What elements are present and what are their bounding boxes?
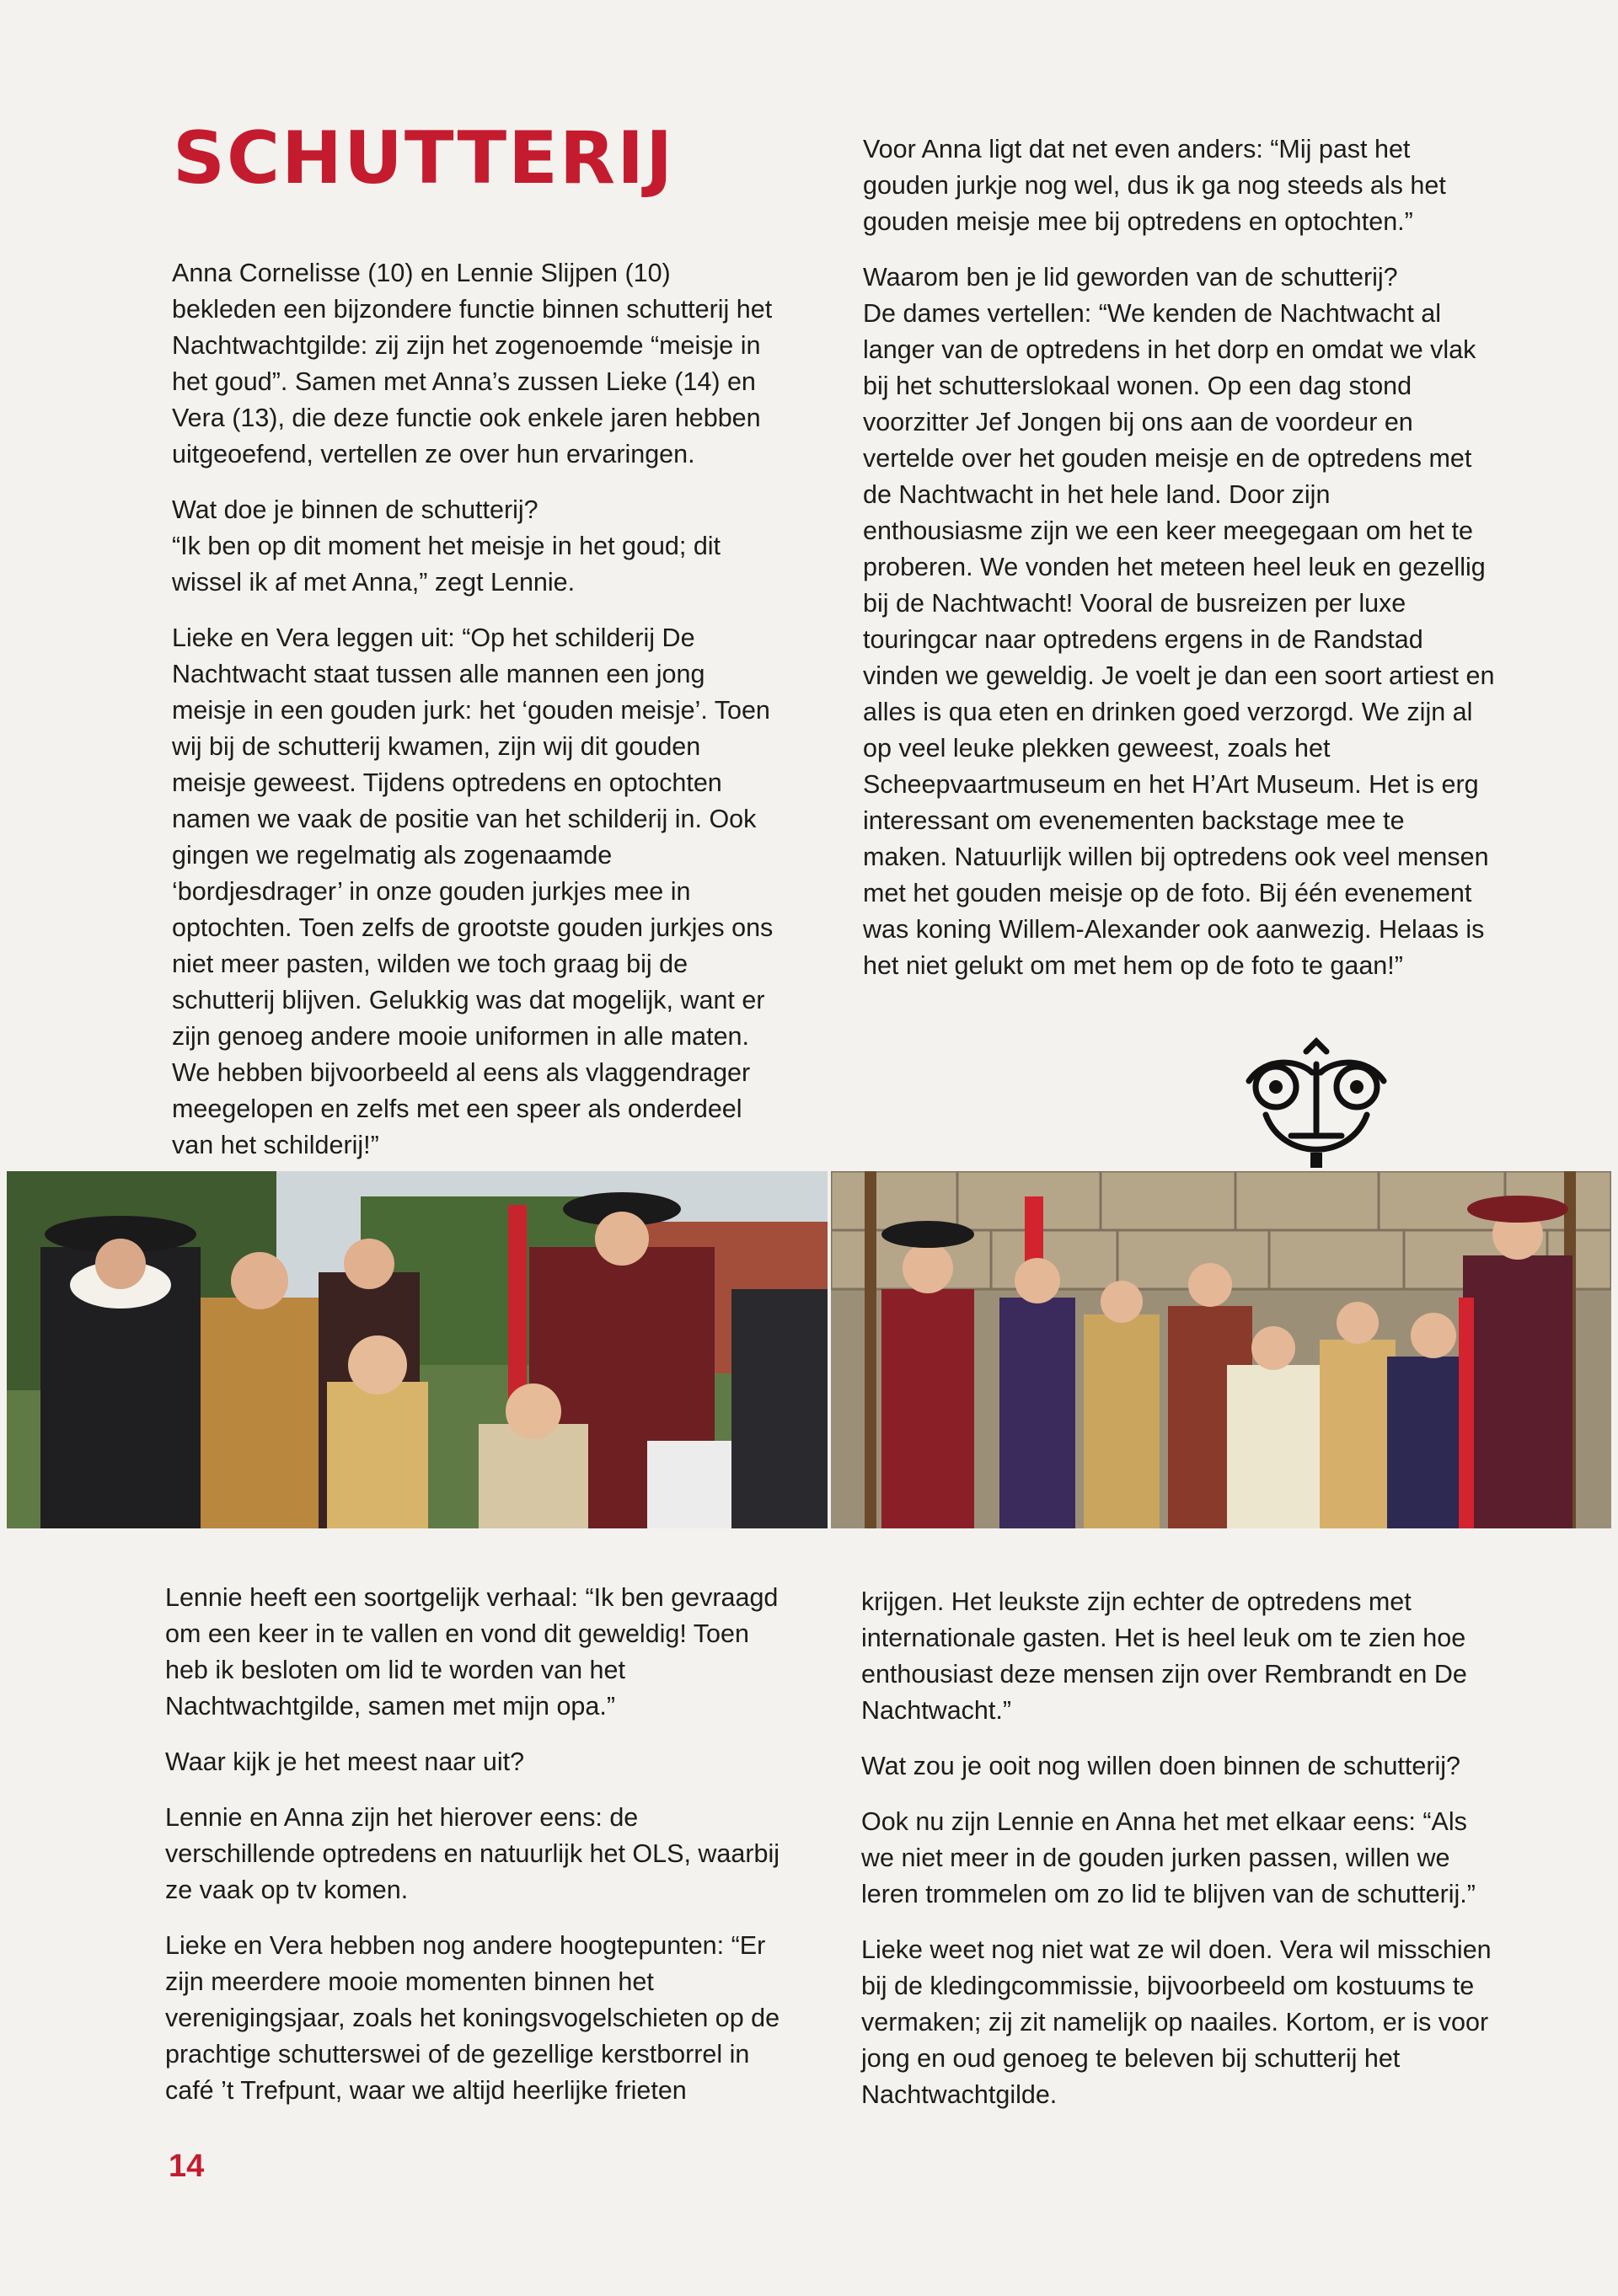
paragraph: Wat doe je binnen de schutterij? <box>172 495 538 524</box>
article-column-top-left <box>172 255 779 1183</box>
paragraph: Lieke en Vera leggen uit: “Op het schilderij De Nachtwacht staat tussen alle mannen een jong meisje in een gouden jurk: het ‘gouden meisje’. Toen wij bij de schutterij kwamen, zijn wij dit gouden meisje geweest. Tijdens optredens en optochten namen we vaak de positie van het schilderij in. Ook gingen we regelmatig als zogenaamde ‘bordjesdrager’ in onze gouden jurkjes mee in optochten. Toen zelfs de grootste gouden jurkjes ons niet meer pasten, wilden we toch graag bij de schutterij blijven. Gelukkig was dat mogelijk, want er zijn genoeg andere mooie uniformen in alle maten. We hebben bijvoorbeeld al eens als vlaggendrager meegelopen en zelfs met een speer als onderdeel van het schilderij!” <box>172 624 774 1159</box>
paragraph: Waarom ben je lid geworden van de schutterij? <box>863 263 1398 292</box>
paragraph: krijgen. Het leukste zijn echter de optredens met internationale gasten. Het is heel leuk om te zien hoe enthousiast deze mensen zijn over Rembrandt en De Nachtwacht.” <box>861 1587 1467 1725</box>
paragraph: De dames vertellen: “We kenden de Nachtwacht al langer van de optredens in het dorp en omdat we vlak bij het schutterslokaal wonen. Op een dag stond voorzitter Jef Jongen bij ons aan de voordeur en vertelde over het gouden meisje en de optredens met de Nachtwacht in het hele land. Door zijn enthousiasme zijn we een keer meegegaan om het te proberen. We vonden het meteen heel leuk en gezellig bij de Nachtwacht! Vooral de busreizen per luxe touringcar naar optredens ergens in de Randstad vinden we geweldig. Je voelt je dan een soort artiest en alles is qua eten en drinken goed verzorgd. We zijn al op veel leuke plekken geweest, zoals het Scheepvaartmuseum en het H’Art Museum. Het is erg interessant om evenementen backstage mee te maken. Natuurlijk willen bij optredens ook veel mensen met het gouden meisje op de foto. Bij één evenement was koning Willem-Alexander ook aanwezig. Helaas is het niet gelukt om met hem op de foto te gaan!” <box>863 299 1495 980</box>
paragraph: Lieke weet nog niet wat ze wil doen. Vera wil misschien bij de kledingcommissie, bijvoorbeeld om kostuums te vermaken; zij zit namelijk op naailes. Kortom, er is voor jong en oud genoeg te beleven bij schutterij het Nachtwachtgilde. <box>861 1935 1492 2109</box>
article-column-bottom-right <box>861 1584 1502 2133</box>
paragraph: Ook nu zijn Lennie en Anna het met elkaar eens: “Als we niet meer in de gouden jurken passen, willen we leren trommelen om zo lid te blijven van de schutterij.” <box>861 1807 1476 1908</box>
photo-schutterij-group-outdoor <box>7 1171 828 1528</box>
paragraph: Lieke en Vera hebben nog andere hoogtepunten: “Er zijn meerdere mooie momenten binnen het verenigingsjaar, zoals het koningsvogelschieten op de prachtige schutterswei of de gezellige kerstborrel in café ’t Trefpunt, waar we altijd heerlijke frieten <box>165 1931 780 2105</box>
paragraph: Anna Cornelisse (10) en Lennie Slijpen (10) bekleden een bijzondere functie binnen schutterij het Nachtwachtgilde: zij zijn het zogenoemde “meisje in het goud”. Samen met Anna’s zussen Lieke (14) en Vera (13), die deze functie ook enkele jaren hebben uitgeoefend, vertellen ze over hun ervaringen. <box>172 259 773 468</box>
paragraph: “Ik ben op dit moment het meisje in het goud; dit wissel ik af met Anna,” zegt Lennie. <box>172 532 721 597</box>
paragraph: Lennie en Anna zijn het hierover eens: de verschillende optredens en natuurlijk het OLS, waarbij ze vaak op tv komen. <box>165 1803 780 1904</box>
page-title: SCHUTTERIJ <box>173 116 675 201</box>
page-number: 14 <box>169 2149 205 2184</box>
photo-schutterij-children-wall <box>831 1171 1611 1528</box>
article-column-bottom-left <box>165 1580 789 2128</box>
nachtwachtgilde-logo <box>1232 1035 1401 1174</box>
paragraph: Wat zou je ooit nog willen doen binnen de schutterij? <box>861 1752 1460 1780</box>
paragraph: Waar kijk je het meest naar uit? <box>165 1747 525 1776</box>
article-column-top-right <box>863 131 1495 1003</box>
paragraph: Lennie heeft een soortgelijk verhaal: “Ik ben gevraagd om een keer in te vallen en vond dit geweldig! Toen heb ik besloten om lid te worden van het Nachtwachtgilde, samen met mijn opa.” <box>165 1583 779 1721</box>
paragraph: Voor Anna ligt dat net even anders: “Mij past het gouden jurkje nog wel, dus ik ga nog steeds als het gouden meisje mee bij optredens en optochten.” <box>863 135 1446 236</box>
